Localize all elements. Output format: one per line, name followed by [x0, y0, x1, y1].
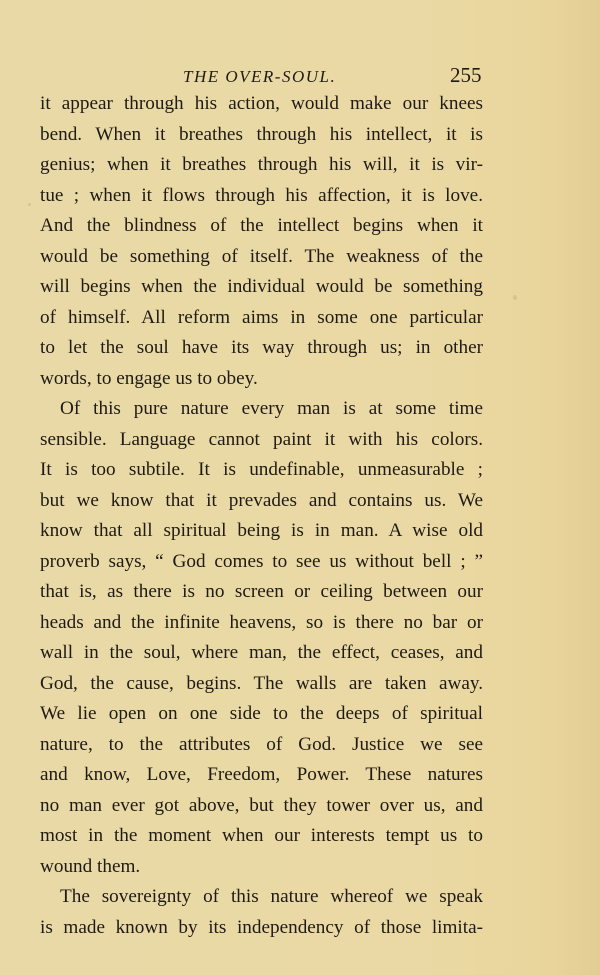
text-line: We lie open on one side to the deeps of spiritual [40, 703, 483, 724]
paper-speck [513, 295, 517, 300]
page-number: 255 [450, 63, 482, 87]
text-line: no man ever got above, but they tower over us, and [40, 795, 483, 816]
text-line: know that all spiritual being is in man. A wise old [40, 520, 483, 541]
text-line: It is too subtile. It is undefinable, unmeasurable ; [40, 459, 483, 480]
text-line: And the blindness of the intellect begins when it [40, 215, 483, 236]
text-line: that is, as there is no screen or ceiling between our [40, 581, 483, 602]
paragraph-start-line: Of this pure nature every man is at some time [60, 398, 483, 419]
text-line: bend. When it breathes through his intellect, it is [40, 124, 483, 145]
text-line: will begins when the individual would be something [40, 276, 483, 297]
text-line: wall in the soul, where man, the effect, ceases, and [40, 642, 483, 663]
text-line: wound them. [40, 856, 141, 877]
text-line: words, to engage us to obey. [40, 368, 258, 389]
text-line: nature, to the attributes of God. Justice we see [40, 734, 483, 755]
text-line: proverb says, “ God comes to see us without bell ; ” [40, 551, 483, 572]
text-line: to let the soul have its way through us; in other [40, 337, 483, 358]
text-line: genius; when it breathes through his will, it is vir- [40, 154, 483, 175]
text-line: heads and the infinite heavens, so is there no bar or [40, 612, 483, 633]
text-line: God, the cause, begins. The walls are taken away. [40, 673, 483, 694]
text-line: sensible. Language cannot paint it with his colors. [40, 429, 483, 450]
text-line: of himself. All reform aims in some one particular [40, 307, 483, 328]
text-line: is made known by its independency of those limita- [40, 917, 483, 938]
text-line: but we know that it prevades and contains us. We [40, 490, 483, 511]
running-title: THE OVER-SOUL. [183, 67, 337, 86]
text-line: most in the moment when our interests tempt us to [40, 825, 483, 846]
text-line: tue ; when it flows through his affection, it is love. [40, 185, 483, 206]
text-line: and know, Love, Freedom, Power. These natures [40, 764, 483, 785]
paragraph-start-line: The sovereignty of this nature whereof we speak [60, 886, 483, 907]
text-line: it appear through his action, would make our knees [40, 93, 483, 114]
paper-speck [28, 203, 31, 206]
text-line: would be something of itself. The weakness of the [40, 246, 483, 267]
